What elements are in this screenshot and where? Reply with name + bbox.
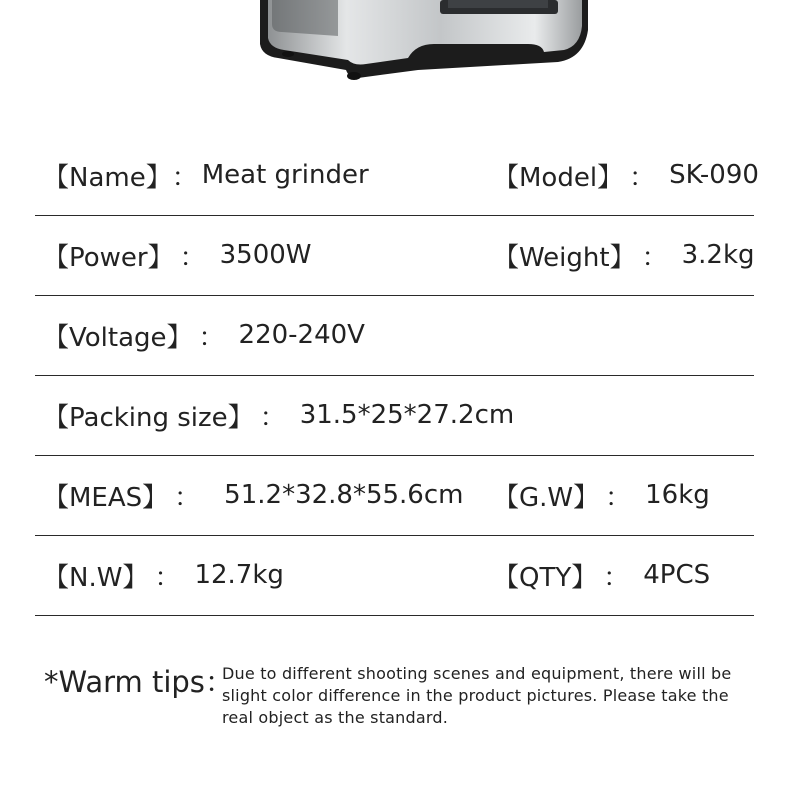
spec-label: 【N.W】 — [43, 562, 149, 593]
spec-voltage — [43, 295, 365, 375]
spec-separator: ： — [174, 482, 201, 513]
spec-value: 4PCS — [643, 560, 711, 590]
spec-power — [43, 215, 312, 295]
spec-label: 【QTY】 — [493, 562, 598, 593]
spec-row-packing-size — [35, 375, 754, 456]
spec-meas — [43, 455, 463, 535]
spec-separator: ： — [171, 162, 198, 193]
spec-row-voltage — [35, 295, 754, 376]
spec-value: Meat grinder — [201, 160, 369, 190]
spec-separator: ： — [154, 562, 181, 593]
spec-weight — [493, 215, 755, 295]
spec-row-nw-qty — [35, 535, 754, 616]
spec-packing-size — [43, 375, 514, 455]
spec-value: 220-240V — [238, 320, 365, 350]
warm-tips-title: *Warm tips： — [44, 665, 234, 699]
spec-separator: ： — [605, 482, 632, 513]
spec-row-name-model — [35, 135, 759, 216]
spec-label: 【G.W】 — [493, 482, 600, 513]
spec-separator: ： — [629, 162, 656, 193]
spec-label: 【Power】 — [43, 242, 174, 273]
spec-value: 3500W — [219, 240, 312, 270]
meat-grinder-image — [258, 0, 590, 82]
spec-label: 【MEAS】 — [43, 482, 169, 513]
spec-label: 【Name】 — [43, 162, 172, 193]
spec-separator: ： — [198, 322, 225, 353]
spec-row-meas-gw — [35, 455, 754, 536]
spec-value: 51.2*32.8*55.6cm — [224, 480, 464, 510]
spec-value: 16kg — [645, 480, 710, 510]
spec-model — [493, 135, 759, 215]
spec-value: 3.2kg — [681, 240, 755, 270]
spec-gross-weight — [493, 455, 710, 535]
spec-quantity — [493, 535, 710, 615]
spec-separator: ： — [259, 402, 286, 433]
spec-label: 【Model】 — [493, 162, 624, 193]
spec-separator: ： — [641, 242, 668, 273]
spec-net-weight — [43, 535, 284, 615]
spec-label: 【Packing size】 — [43, 402, 254, 433]
spec-label: 【Weight】 — [493, 242, 636, 273]
spec-separator: ： — [603, 562, 630, 593]
spec-value: SK-090 — [669, 160, 759, 190]
spec-label: 【Voltage】 — [43, 322, 193, 353]
spec-row-power-weight — [35, 215, 754, 296]
spec-value: 12.7kg — [194, 560, 284, 590]
spec-separator: ： — [179, 242, 206, 273]
spec-name — [43, 135, 369, 215]
warm-tips-text: Due to different shooting scenes and equipment, there will be slight color difference in the product pictures. Please take the real object as the standard. — [222, 664, 732, 727]
spec-value: 31.5*25*27.2cm — [299, 400, 515, 430]
